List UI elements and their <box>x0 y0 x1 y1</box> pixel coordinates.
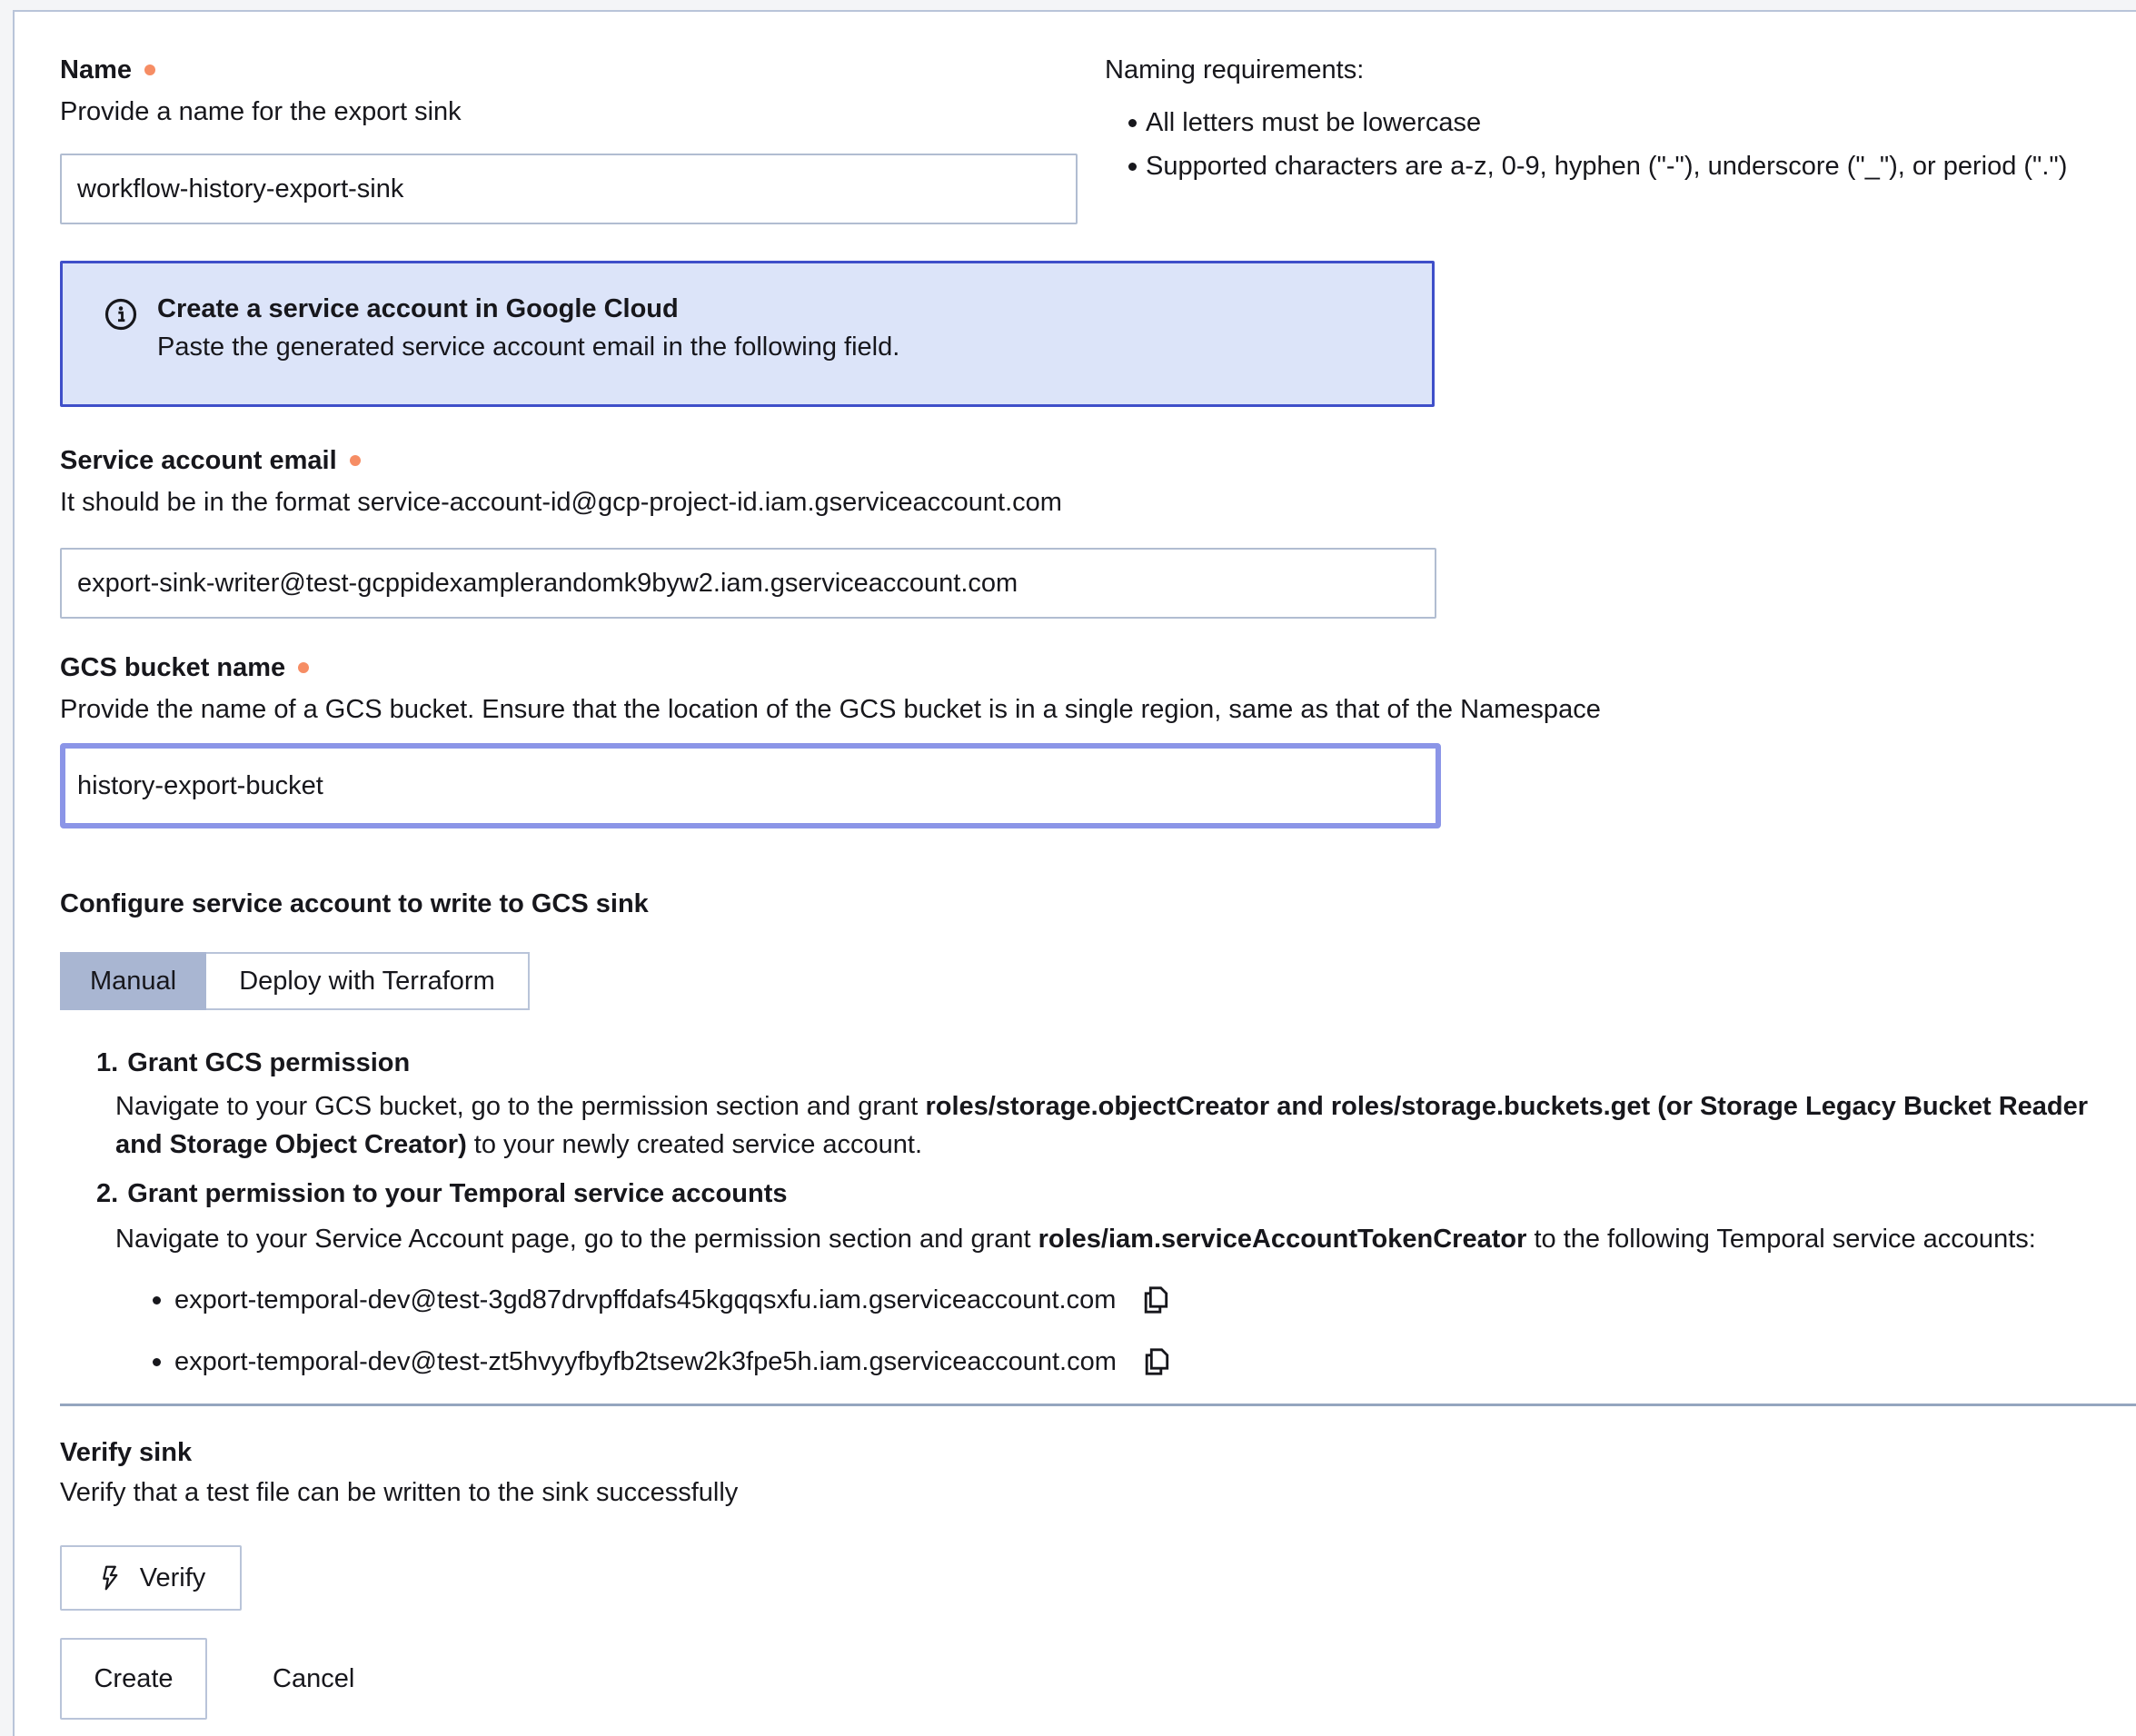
info-banner-title: Create a service account in Google Cloud <box>157 294 679 323</box>
service-account-email-input[interactable] <box>60 548 1436 619</box>
step-2-number: 2. <box>96 1179 119 1208</box>
verify-title: Verify sink <box>60 1438 193 1467</box>
verify-button-label: Verify <box>139 1562 206 1592</box>
copy-icon[interactable] <box>1140 1345 1173 1378</box>
step-1-body-bold: roles/storage.objectCreator and roles/storage.buckets.get (or Storage Legacy Bucket Reader and Storage Object Creator) <box>115 1092 2089 1159</box>
bucket-label <box>60 650 1601 686</box>
temporal-service-account-list <box>136 1282 2136 1380</box>
step-1-title-text: Grant GCS permission <box>127 1048 411 1077</box>
gcs-bucket-input[interactable] <box>60 743 1441 828</box>
naming-requirements <box>1105 52 2067 188</box>
bucket-label-text: GCS bucket name <box>60 653 286 682</box>
bucket-description: Provide the name of a GCS bucket. Ensure that the location of the GCS bucket is in a single region, same as that of the Namespace <box>60 695 1601 724</box>
naming-requirement-item: Supported characters are a-z, 0-9, hyphen ("-"), underscore ("_"), or period (".") <box>1105 144 2067 188</box>
create-button[interactable]: Create <box>60 1638 207 1720</box>
lightning-icon <box>96 1564 124 1592</box>
verify-section <box>60 1434 738 1611</box>
tab-manual-label: Manual <box>89 966 177 996</box>
step-2 <box>96 1175 2136 1258</box>
configure-section-title: Configure service account to write to GCS sink <box>60 889 649 918</box>
temporal-service-account-item <box>136 1282 2136 1318</box>
temporal-service-account-email: export-temporal-dev@test-zt5hvyyfbyfb2tsew2k3fpe5h.iam.gserviceaccount.com <box>174 1347 1117 1376</box>
configure-tabs <box>60 952 530 1010</box>
name-label-text: Name <box>60 55 132 84</box>
service-account-field-group <box>60 442 1436 619</box>
tab-deploy-terraform[interactable] <box>206 954 528 1008</box>
verify-button[interactable] <box>60 1545 242 1611</box>
step-2-title-text: Grant permission to your Temporal service accounts <box>127 1179 788 1208</box>
sink-name-input[interactable] <box>60 154 1078 224</box>
required-dot <box>350 455 361 466</box>
step-1-body <box>115 1087 2136 1164</box>
naming-requirements-list <box>1105 101 2067 188</box>
bucket-field-group <box>60 650 1601 828</box>
naming-requirement-item: All letters must be lowercase <box>1105 101 2067 144</box>
step-2-body-prefix: Navigate to your Service Account page, go to the permission section and grant <box>115 1225 1038 1254</box>
step-1-title <box>96 1044 2136 1082</box>
copy-icon[interactable] <box>1139 1284 1172 1316</box>
form-actions <box>60 1638 373 1720</box>
step-1-body-prefix: Navigate to your GCS bucket, go to the permission section and grant <box>115 1092 926 1121</box>
info-banner-description: Paste the generated service account email in the following field. <box>157 332 900 362</box>
service-account-label-text: Service account email <box>60 446 337 475</box>
temporal-service-account-email: export-temporal-dev@test-3gd87drvpffdafs45kgqqsxfu.iam.gserviceaccount.com <box>174 1285 1117 1314</box>
temporal-service-account-item <box>136 1344 2136 1380</box>
step-1-number: 1. <box>96 1048 119 1077</box>
section-divider <box>60 1404 2136 1406</box>
verify-description: Verify that a test file can be written to the sink successfully <box>60 1478 739 1507</box>
form-panel <box>13 10 2136 1736</box>
step-1 <box>96 1044 2136 1164</box>
step-1-body-suffix: to your newly created service account. <box>466 1130 923 1159</box>
service-account-description: It should be in the format service-account-id@gcp-project-id.iam.gserviceaccount.com <box>60 488 1062 517</box>
required-dot <box>144 64 155 75</box>
name-description: Provide a name for the export sink <box>60 97 462 126</box>
name-field-group <box>60 52 1078 224</box>
manual-steps <box>96 1044 2136 1405</box>
step-2-body-bold: roles/iam.serviceAccountTokenCreator <box>1038 1225 1527 1254</box>
tab-manual[interactable] <box>60 952 206 1010</box>
tab-deploy-terraform-label: Deploy with Terraform <box>239 966 495 996</box>
info-icon <box>103 296 139 332</box>
name-label <box>60 52 1078 88</box>
step-2-body <box>115 1220 2136 1258</box>
naming-requirements-title: Naming requirements: <box>1105 55 1365 84</box>
step-2-body-suffix: to the following Temporal service accounts: <box>1526 1225 2036 1254</box>
info-banner <box>60 261 1435 407</box>
cancel-button[interactable]: Cancel <box>254 1638 373 1720</box>
service-account-label <box>60 442 1436 479</box>
required-dot <box>298 662 309 673</box>
step-2-title <box>96 1175 2136 1213</box>
